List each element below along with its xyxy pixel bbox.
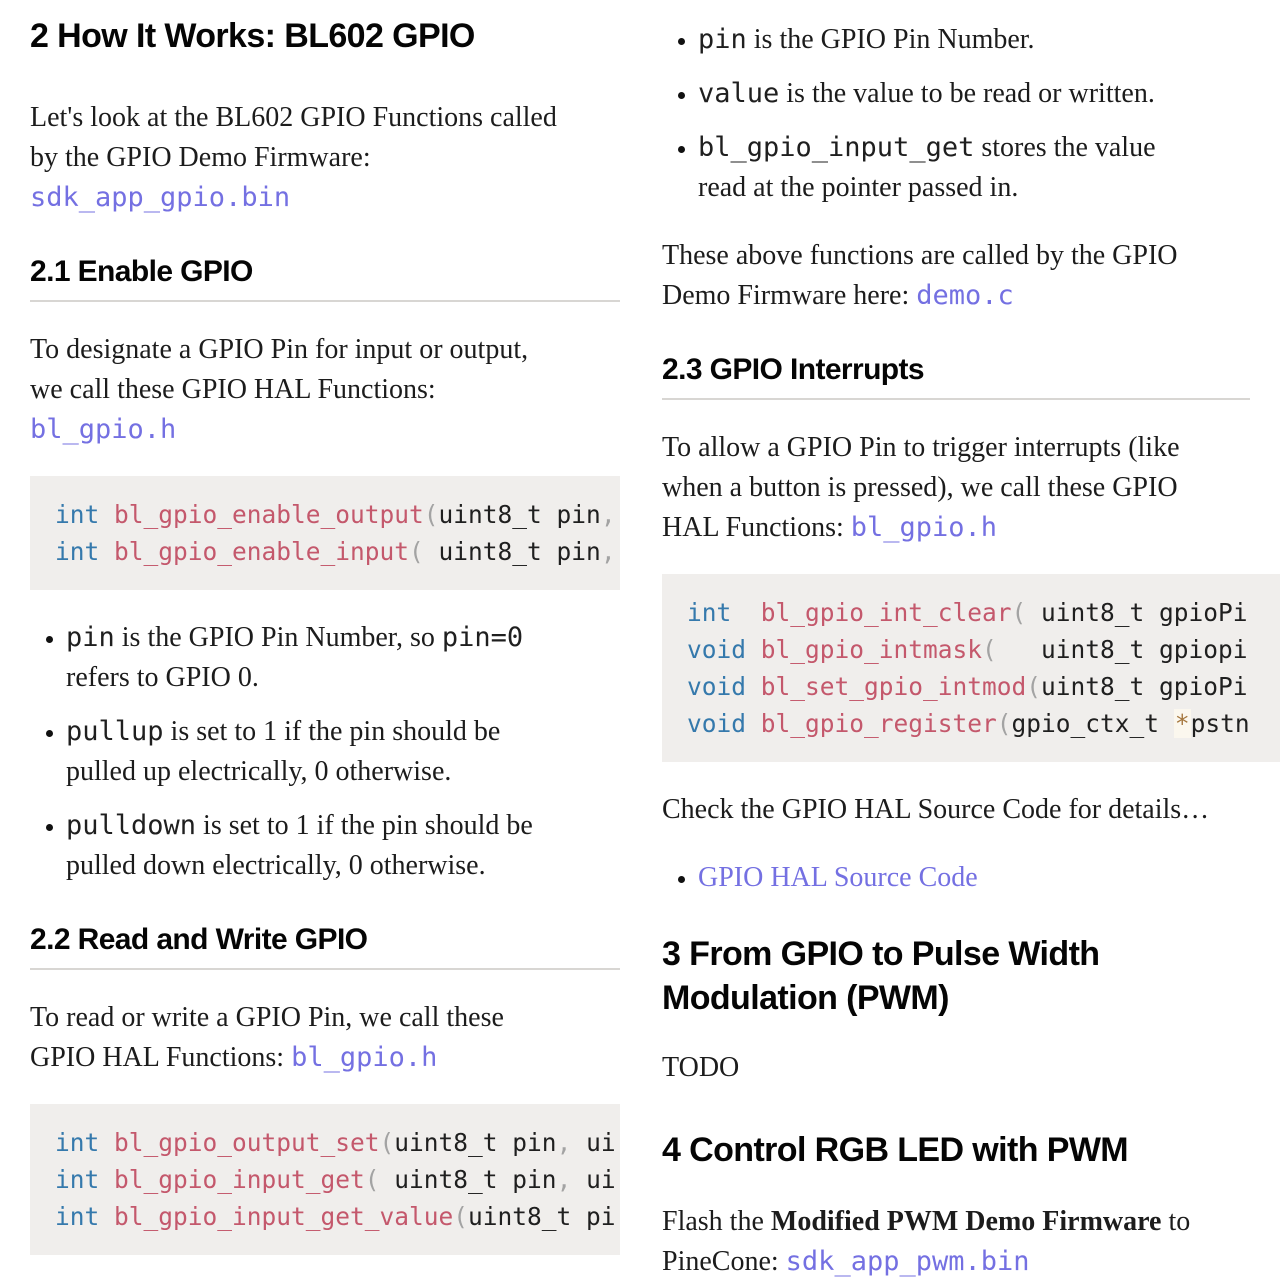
text-run: Check the GPIO HAL Source Code for details…: [662, 794, 1210, 825]
check-source-paragraph: [662, 790, 1250, 830]
section-2-1-heading: 2.1 Enable GPIO: [30, 254, 620, 302]
flash-firmware-paragraph: [662, 1202, 1250, 1282]
todo-paragraph: TODO: [662, 1052, 740, 1083]
bold-text: Modified PWM Demo Firmware: [770, 1206, 1162, 1237]
text-run: is the value to be read or written.: [779, 78, 1155, 109]
right-column: [662, 14, 1280, 1282]
bl-gpio-h-link[interactable]: bl_gpio.h: [291, 1042, 438, 1073]
list-item: [698, 74, 1240, 114]
code-token-fn: bl_gpio_input_get_value: [114, 1202, 454, 1231]
list-item: [698, 128, 1240, 208]
interrupts-paragraph: [662, 428, 1250, 548]
text-run: To read or write a GPIO Pin, we call these: [30, 1002, 504, 1033]
text-run: PineCone:: [662, 1246, 786, 1277]
inline-code: value: [698, 78, 780, 109]
code-token-pl: gpio_ctx_t: [1011, 709, 1174, 738]
text-run: by the GPIO Demo Firmware:: [30, 142, 371, 173]
text-run: GPIO HAL Functions:: [30, 1042, 292, 1073]
enable-gpio-paragraph: [30, 330, 620, 450]
read-write-paragraph: [30, 998, 620, 1078]
list-item: [66, 618, 610, 698]
inline-code: pin: [698, 24, 747, 55]
code-token-p: (: [996, 709, 1012, 738]
text-run: Flash the: [662, 1206, 771, 1237]
inline-code: pullup: [66, 716, 164, 747]
code-token-pl: ui: [586, 1165, 616, 1194]
code-token-kw: int: [55, 500, 115, 529]
text-run: when a button is pressed), we call these GPIO: [662, 472, 1178, 503]
code-token-fn: bl_gpio_int_clear: [760, 598, 1012, 627]
text-run: read at the pointer passed in.: [698, 172, 1019, 203]
list-item: [698, 858, 1240, 898]
code-token-kw: void: [687, 635, 761, 664]
bl-gpio-h-link[interactable]: bl_gpio.h: [850, 512, 998, 543]
text-run: is the GPIO Pin Number, so: [114, 622, 442, 653]
code-token-kw: int: [687, 598, 761, 627]
code-token-p: ,: [600, 500, 616, 529]
code-token-kw: int: [55, 1202, 115, 1231]
code-token-p: (: [379, 1128, 395, 1157]
text-run: To designate a GPIO Pin for input or output,: [30, 334, 529, 365]
code-token-p: ,: [600, 537, 616, 566]
code-token-pl: uint8_t pin: [438, 537, 601, 566]
code-token-p: (: [409, 537, 439, 566]
sdk-app-pwm-bin-link[interactable]: sdk_app_pwm.bin: [785, 1246, 1030, 1277]
code-token-pl: uint8_t pin: [394, 1165, 557, 1194]
text-run: To allow a GPIO Pin to trigger interrupts (like: [662, 432, 1180, 463]
code-token-kw: int: [55, 1165, 115, 1194]
text-run: is set to 1 if the pin should be: [163, 716, 501, 747]
code-token-fn: bl_gpio_intmask: [760, 635, 983, 664]
code-token-ptr: *: [1174, 709, 1190, 738]
bl-gpio-h-link[interactable]: bl_gpio.h: [30, 414, 177, 445]
enable-gpio-code-block: [30, 476, 620, 590]
list-item: [698, 20, 1240, 60]
code-token-fn: bl_gpio_input_get: [114, 1165, 365, 1194]
sdk-app-gpio-bin-link[interactable]: sdk_app_gpio.bin: [30, 182, 291, 213]
code-token-p: ,: [556, 1128, 587, 1157]
code-token-p: ,: [556, 1165, 587, 1194]
code-token-kw: int: [55, 537, 115, 566]
code-token-fn: bl_set_gpio_intmod: [760, 672, 1027, 701]
code-token-pl: uint8_t gpioPi: [1041, 672, 1248, 701]
code-token-p: (: [364, 1165, 395, 1194]
intro-paragraph: [30, 98, 620, 218]
code-token-pl: uint8_t gpioPi: [1041, 598, 1248, 627]
code-token-fn: bl_gpio_enable_output: [114, 500, 424, 529]
demo-c-link[interactable]: demo.c: [916, 280, 1014, 311]
text-run: These above functions are called by the GPIO: [662, 240, 1178, 271]
code-token-pl: uint8_t pin: [438, 500, 601, 529]
code-token-pl: pstn: [1190, 709, 1250, 738]
enable-params-list: [30, 618, 620, 886]
section-2-heading: 2 How It Works: BL602 GPIO: [30, 17, 475, 55]
code-token-pl: uint8_t pin: [394, 1128, 557, 1157]
read-write-code-block: [30, 1104, 620, 1255]
text-run: Let's look at the BL602 GPIO Functions called: [30, 102, 557, 133]
code-token-fn: bl_gpio_enable_input: [114, 537, 410, 566]
code-token-fn: bl_gpio_output_set: [114, 1128, 380, 1157]
code-token-kw: void: [687, 672, 761, 701]
text-run: pulled down electrically, 0 otherwise.: [66, 850, 486, 881]
inline-code: pulldown: [66, 810, 197, 841]
source-links-list: [662, 858, 1250, 898]
inline-code: pin=0: [441, 622, 524, 653]
list-item: [66, 712, 610, 792]
code-token-p: (: [1011, 598, 1042, 627]
text-run: we call these GPIO HAL Functions:: [30, 374, 436, 405]
text-run: is the GPIO Pin Number.: [746, 24, 1035, 55]
section-4-heading: 4 Control RGB LED with PWM: [662, 1131, 1129, 1169]
inline-code: pin: [66, 622, 115, 653]
code-token-kw: void: [687, 709, 761, 738]
code-token-p: (: [1026, 672, 1042, 701]
text-run: is set to 1 if the pin should be: [196, 810, 533, 841]
text-run: refers to GPIO 0.: [66, 662, 259, 693]
interrupts-code-block: [662, 574, 1280, 762]
code-token-pl: ui: [586, 1128, 616, 1157]
section-2-2-heading: 2.2 Read and Write GPIO: [30, 922, 620, 970]
list-item: [66, 806, 610, 886]
text-run: Demo Firmware here:: [662, 280, 917, 311]
text-run: stores the value: [974, 132, 1156, 163]
code-token-kw: int: [55, 1128, 115, 1157]
read-write-params-list: [662, 20, 1250, 208]
code-token-pl: uint8_t pi: [468, 1202, 616, 1231]
text-run: to: [1161, 1206, 1191, 1237]
section-3-heading: 3 From GPIO to Pulse Width Modulation (PWM): [662, 935, 1100, 1017]
code-token-p: (: [423, 500, 439, 529]
functions-called-paragraph: [662, 236, 1250, 316]
code-token-pl: uint8_t gpiopi: [1041, 635, 1248, 664]
left-column: [30, 14, 620, 1282]
code-token-p: (: [453, 1202, 469, 1231]
section-2-3-heading: 2.3 GPIO Interrupts: [662, 352, 1250, 400]
code-token-p: (: [982, 635, 1042, 664]
gpio-hal-source-code-link[interactable]: GPIO HAL Source Code: [698, 862, 978, 893]
inline-code: bl_gpio_input_get: [698, 132, 975, 163]
text-run: HAL Functions:: [662, 512, 851, 543]
text-run: pulled up electrically, 0 otherwise.: [66, 756, 452, 787]
code-token-fn: bl_gpio_register: [760, 709, 997, 738]
